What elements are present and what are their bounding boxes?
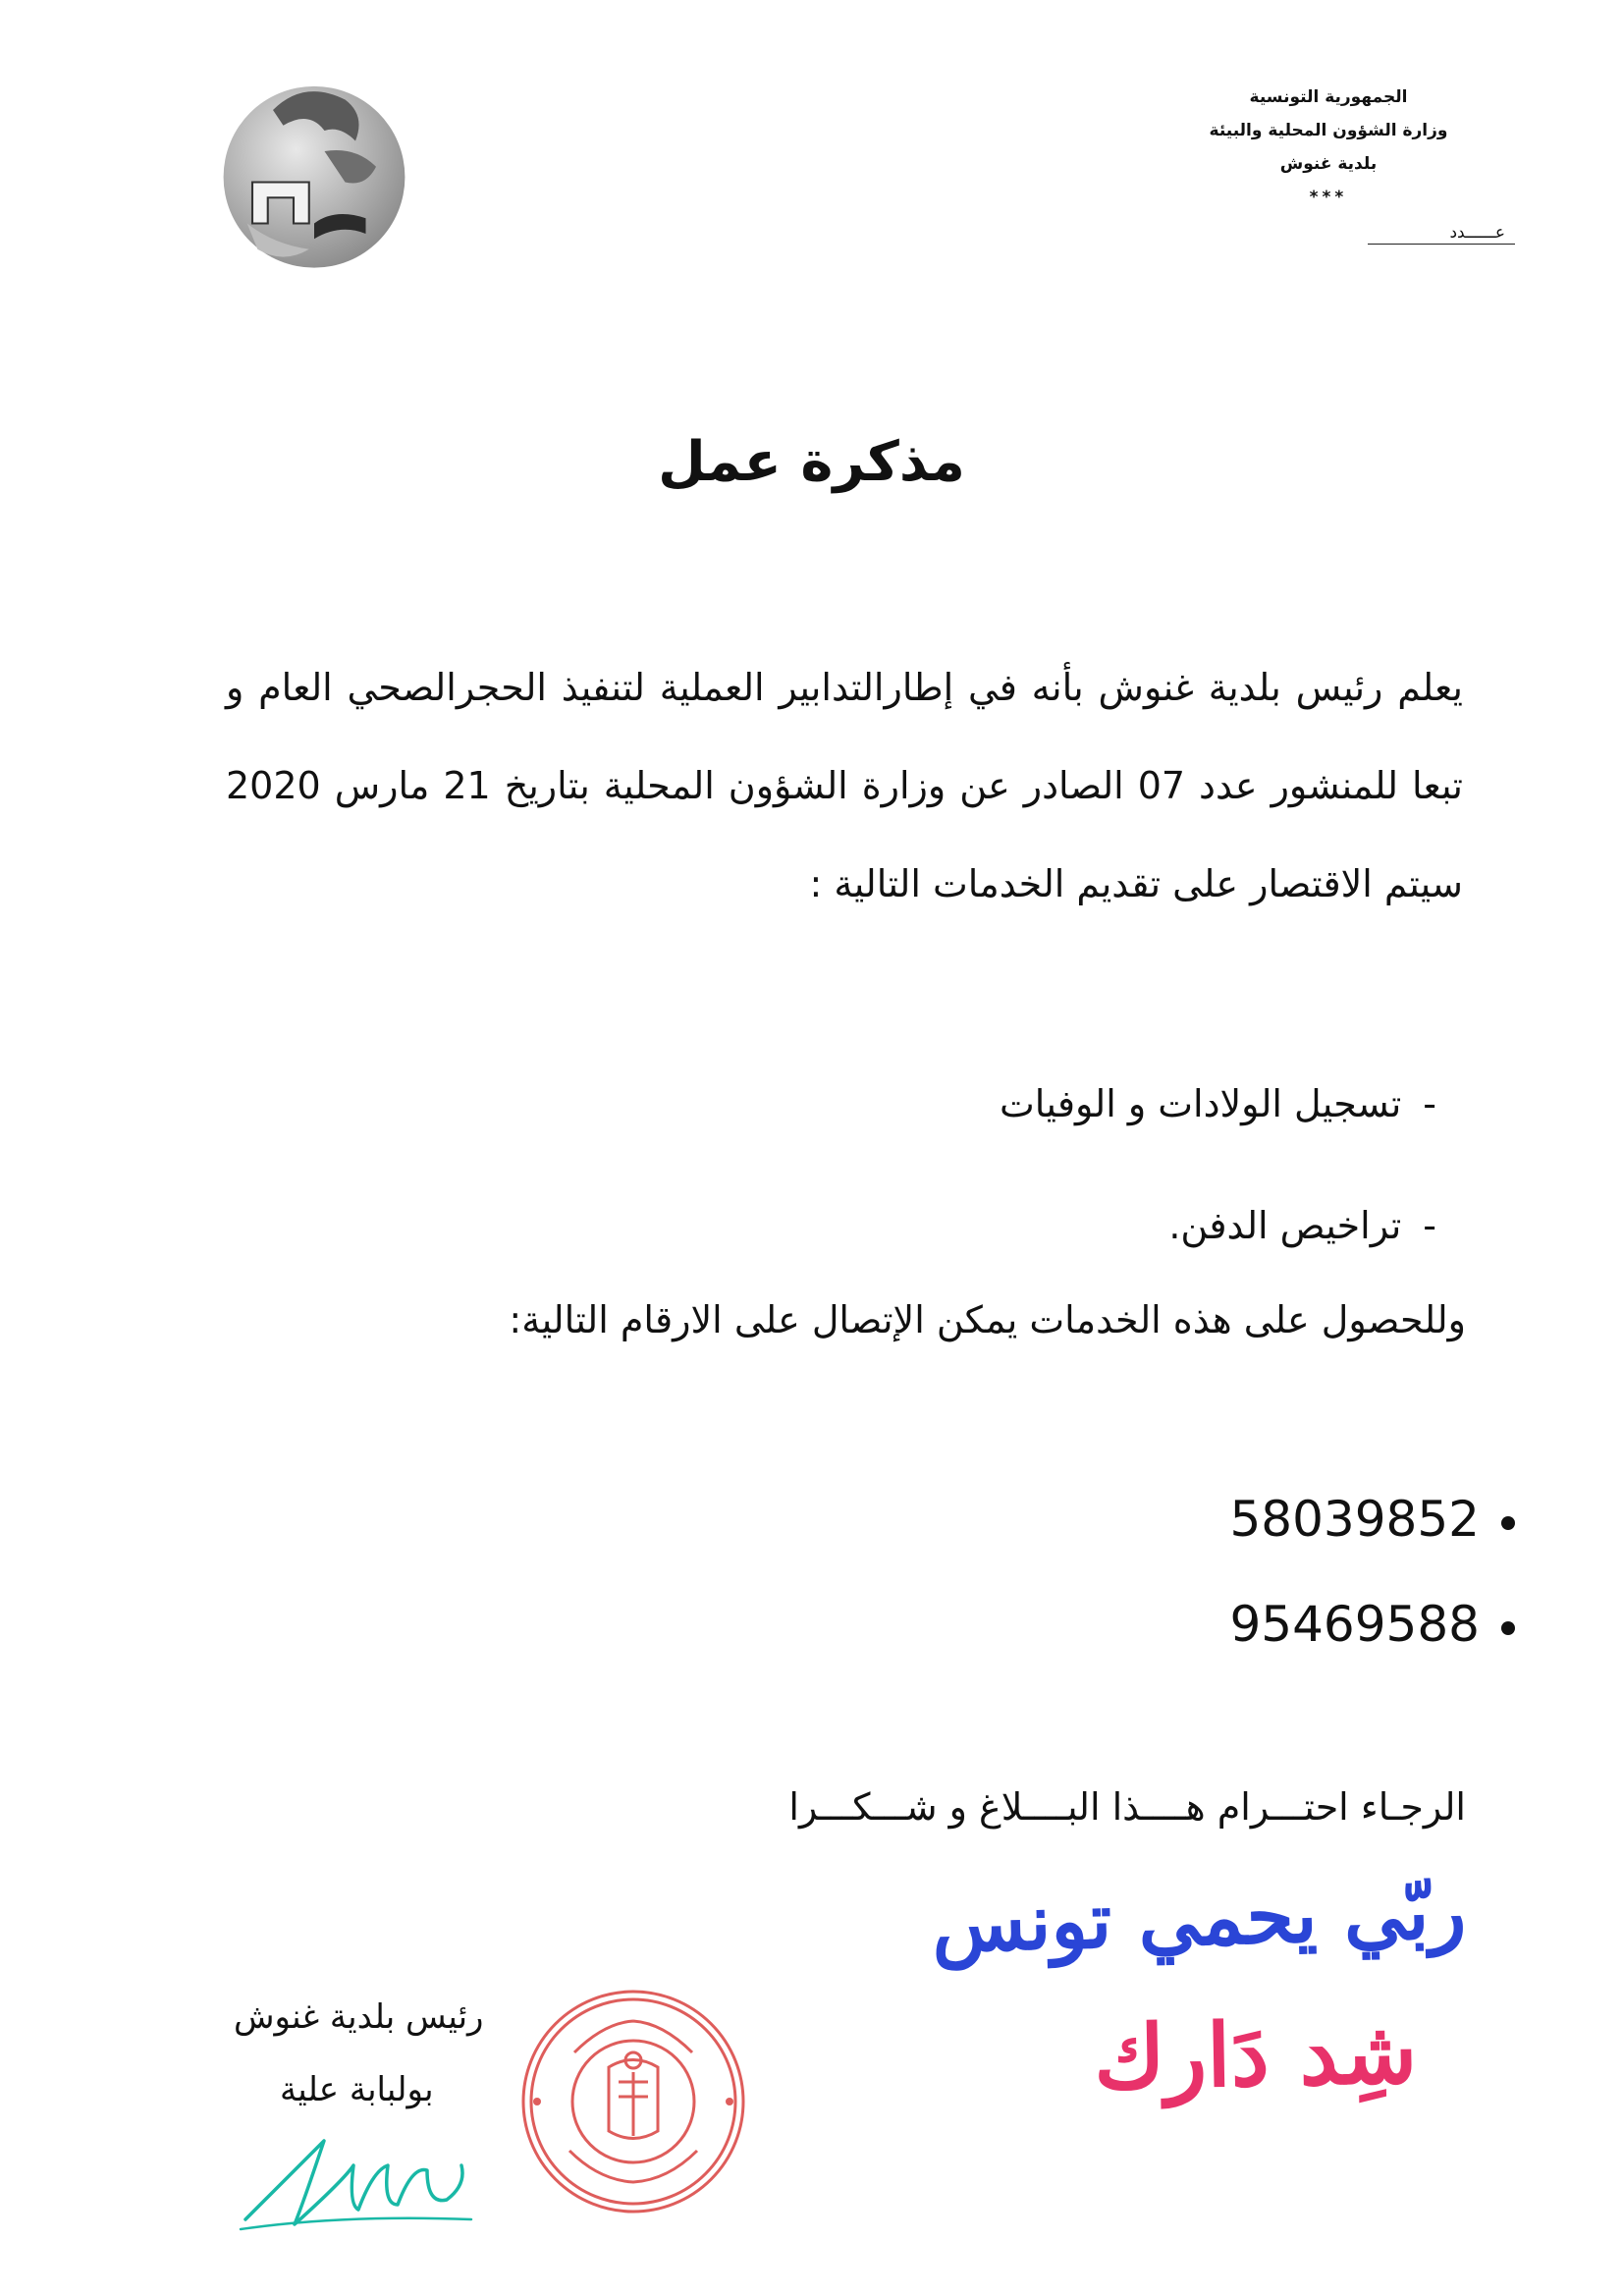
closing-line: الرجـاء احتـــرام هــــذا البــــلاغ و شـــكـــرا <box>788 1785 1466 1829</box>
bullet-icon <box>1501 1621 1515 1635</box>
bullet-icon <box>1501 1516 1515 1530</box>
document-title: مذكرة عمل <box>658 430 965 494</box>
phone-item <box>1230 1596 1516 1653</box>
list-dash: - <box>1423 1204 1436 1247</box>
handwritten-slogan-pink: شِد دَارك <box>1092 2000 1418 2108</box>
ministry-name: وزارة الشؤون المحلية والبيئة <box>1209 121 1448 140</box>
letterhead <box>1142 81 1515 249</box>
municipality-name: بلدية غنوش <box>1279 154 1378 174</box>
signatory-name: بولبابة علية <box>280 2070 434 2109</box>
country-name: الجمهورية التونسية <box>1249 87 1408 107</box>
memo-paragraph: يعلم رئيس بلدية غنوش بأنه في إطارالتدابير العملية لتنفيذ الحجرالصحي العام و تبعا للمنشور عدد 07 الصادر عن وزارة الشؤون المحلية بتاريخ 21 مارس 2020 سيتم الاقتصار على تقديم الخدمات التالية : <box>226 666 1463 905</box>
phone-number: 95469588 <box>1229 1596 1480 1653</box>
header-separator: *** <box>1309 188 1348 207</box>
phone-number: 58039852 <box>1229 1491 1480 1548</box>
service-label: تراخيص الدفن. <box>1168 1204 1402 1247</box>
reference-number-label: عــــــدد <box>1368 222 1515 245</box>
signatory-title: رئيس بلدية غنوش <box>234 1997 484 2037</box>
municipality-logo <box>211 69 417 275</box>
handwritten-signature <box>236 2111 481 2239</box>
official-seal-stamp <box>515 1984 751 2219</box>
service-item <box>1000 1082 1436 1125</box>
service-item <box>1168 1204 1436 1247</box>
phone-item <box>1230 1491 1516 1548</box>
list-dash: - <box>1423 1082 1436 1125</box>
contact-intro: وللحصول على هذه الخدمات يمكن الإتصال على الارقام التالية: <box>509 1298 1466 1341</box>
handwritten-slogan-blue: ربّي يحمي تونس <box>930 1866 1468 1971</box>
service-label: تسجيل الولادات و الوفيات <box>1000 1082 1402 1125</box>
reference-number-line <box>1142 216 1515 249</box>
